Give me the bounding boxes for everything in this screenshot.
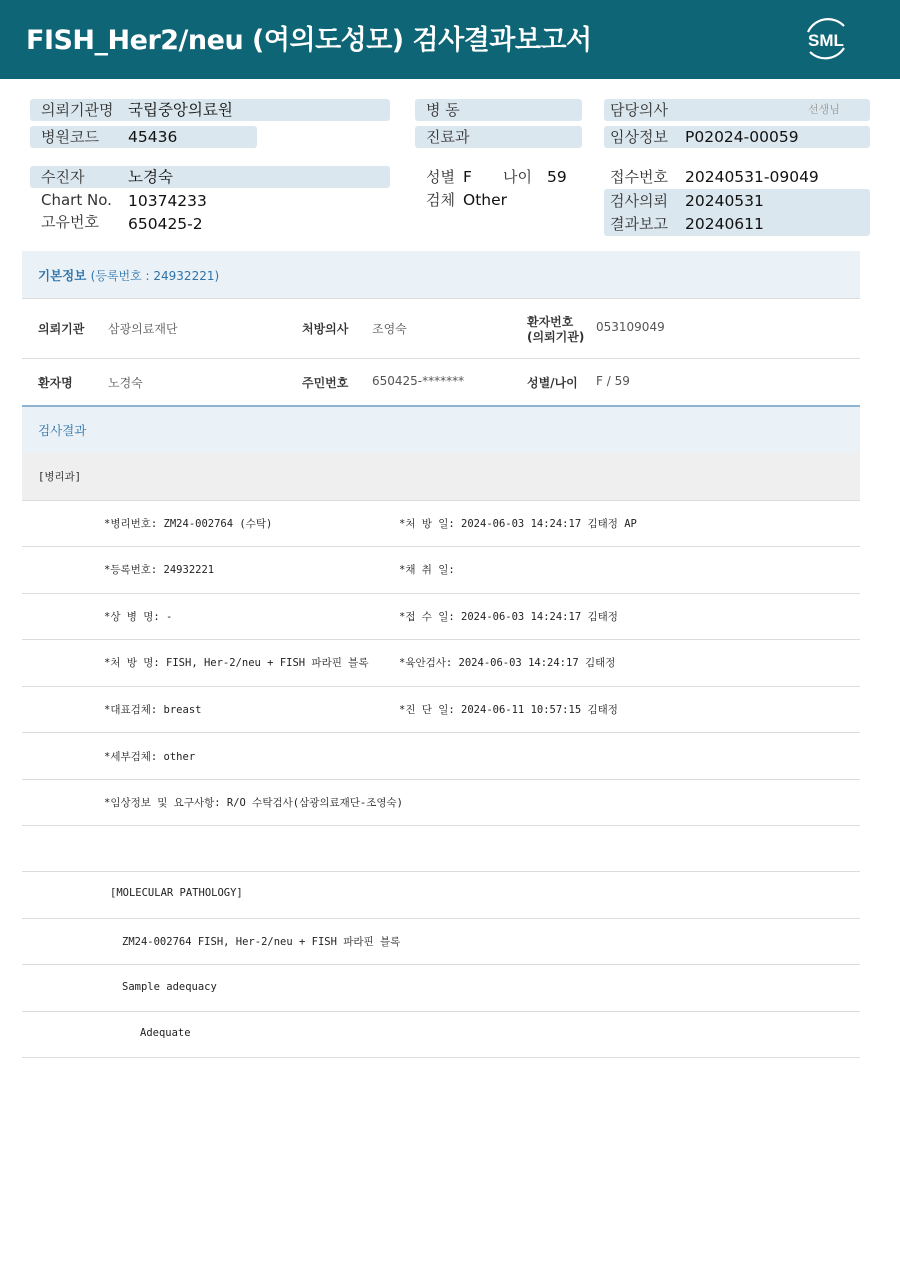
- specimen-label: 검체: [426, 191, 455, 209]
- patient-no-key: 환자번호: [527, 315, 574, 329]
- request-org-val: 삼광의료재단: [108, 322, 178, 336]
- patient-value: 노경숙: [128, 168, 173, 186]
- age-value: 59: [547, 168, 567, 186]
- result-line-right: *접 수 일: 2024-06-03 14:24:17 김태정: [399, 611, 618, 623]
- result-line: *임상정보 및 요구사항: R/O 수탁검사(삼광의료재단-조영숙): [104, 797, 404, 809]
- receipt-no-label: 접수번호: [610, 168, 668, 186]
- result-line-right: *채 취 일:: [399, 564, 455, 576]
- registration-number: (등록번호 : 24932221): [90, 269, 220, 283]
- sex-age-val: F / 59: [596, 374, 630, 388]
- divider: [22, 686, 860, 687]
- sex-value: F: [463, 168, 472, 186]
- basic-info-title-text: 기본정보: [38, 268, 87, 283]
- clinical-info-label: 임상정보: [610, 128, 668, 146]
- resident-no-val: 650425-*******: [372, 374, 465, 388]
- patient-name-val: 노경숙: [108, 376, 143, 390]
- result-line: Sample adequacy: [122, 981, 217, 993]
- specimen-value: Other: [463, 191, 508, 209]
- divider: [22, 779, 860, 780]
- results-title: 검사결과: [38, 423, 87, 438]
- divider: [22, 732, 860, 733]
- result-line: *세부검체: other: [104, 751, 196, 763]
- dept-label: [병리과]: [38, 471, 82, 483]
- request-org-value: 국립중앙의료원: [128, 101, 233, 119]
- divider: [22, 1011, 860, 1012]
- result-line-right: *처 방 일: 2024-06-03 14:24:17 김태정 AP: [399, 518, 637, 530]
- result-line: *상 병 명: -: [104, 611, 173, 623]
- test-request-value: 20240531: [685, 192, 764, 210]
- sex-age-key: 성별/나이: [527, 376, 578, 390]
- divider: [22, 358, 860, 359]
- unique-id-value: 650425-2: [128, 215, 203, 233]
- result-line: [MOLECULAR PATHOLOGY]: [110, 887, 243, 899]
- chart-no-value: 10374233: [128, 192, 207, 210]
- result-line: *병리번호: ZM24-002764 (수탁): [104, 518, 273, 530]
- result-line: *처 방 명: FISH, Her-2/neu + FISH 파라핀 블록: [104, 657, 369, 669]
- result-line: ZM24-002764 FISH, Her-2/neu + FISH 파라핀 블록: [122, 936, 401, 948]
- result-line: *대표검체: breast: [104, 704, 202, 716]
- doctor-label: 담당의사: [610, 101, 668, 119]
- patient-name-key: 환자명: [38, 376, 73, 390]
- hospital-code-value: 45436: [128, 128, 178, 146]
- result-report-label: 결과보고: [610, 215, 668, 233]
- report-title: FISH_Her2/neu (여의도성모) 검사결과보고서: [26, 25, 592, 56]
- divider: [22, 1057, 860, 1058]
- patient-no-val: 053109049: [596, 320, 665, 334]
- test-request-label: 검사의뢰: [610, 192, 668, 210]
- result-line: *등록번호: 24932221: [104, 564, 215, 576]
- patient-no-key-sub: (의뢰기관): [527, 330, 585, 344]
- clinical-info-value: P02024-00059: [685, 128, 799, 146]
- request-org-key: 의뢰기관: [38, 322, 85, 336]
- result-line: Adequate: [140, 1027, 191, 1039]
- request-org-label: 의뢰기관명: [41, 101, 114, 119]
- results-header: [22, 407, 860, 453]
- result-line-right: *육안검사: 2024-06-03 14:24:17 김태정: [399, 657, 616, 669]
- hospital-code-label: 병원코드: [41, 128, 99, 146]
- patient-label: 수진자: [41, 168, 85, 186]
- basic-info-title: [38, 266, 219, 284]
- age-label: 나이: [503, 168, 532, 186]
- receipt-no-value: 20240531-09049: [685, 168, 819, 186]
- divider: [22, 298, 860, 299]
- divider: [22, 593, 860, 594]
- divider: [22, 964, 860, 965]
- report-header: [0, 0, 900, 79]
- divider: [22, 825, 860, 826]
- dept-label: 진료과: [426, 128, 470, 146]
- prescriber-val: 조영숙: [372, 322, 407, 336]
- divider: [22, 500, 860, 501]
- divider: [22, 639, 860, 640]
- divider: [22, 546, 860, 547]
- logo-text: SML: [808, 31, 844, 50]
- dept-band: [22, 453, 860, 500]
- result-line-right: *진 단 일: 2024-06-11 10:57:15 김태정: [399, 704, 618, 716]
- sex-label: 성별: [426, 168, 455, 186]
- divider: [22, 871, 860, 872]
- divider: [22, 918, 860, 919]
- chart-no-label: Chart No.: [41, 191, 112, 209]
- sml-logo-icon: [798, 12, 854, 66]
- result-report-value: 20240611: [685, 215, 764, 233]
- doctor-suffix: 선생님: [808, 103, 840, 116]
- unique-id-label: 고유번호: [41, 213, 99, 231]
- ward-label: 병 동: [426, 101, 460, 119]
- resident-no-key: 주민번호: [302, 376, 349, 390]
- prescriber-key: 처방의사: [302, 322, 349, 336]
